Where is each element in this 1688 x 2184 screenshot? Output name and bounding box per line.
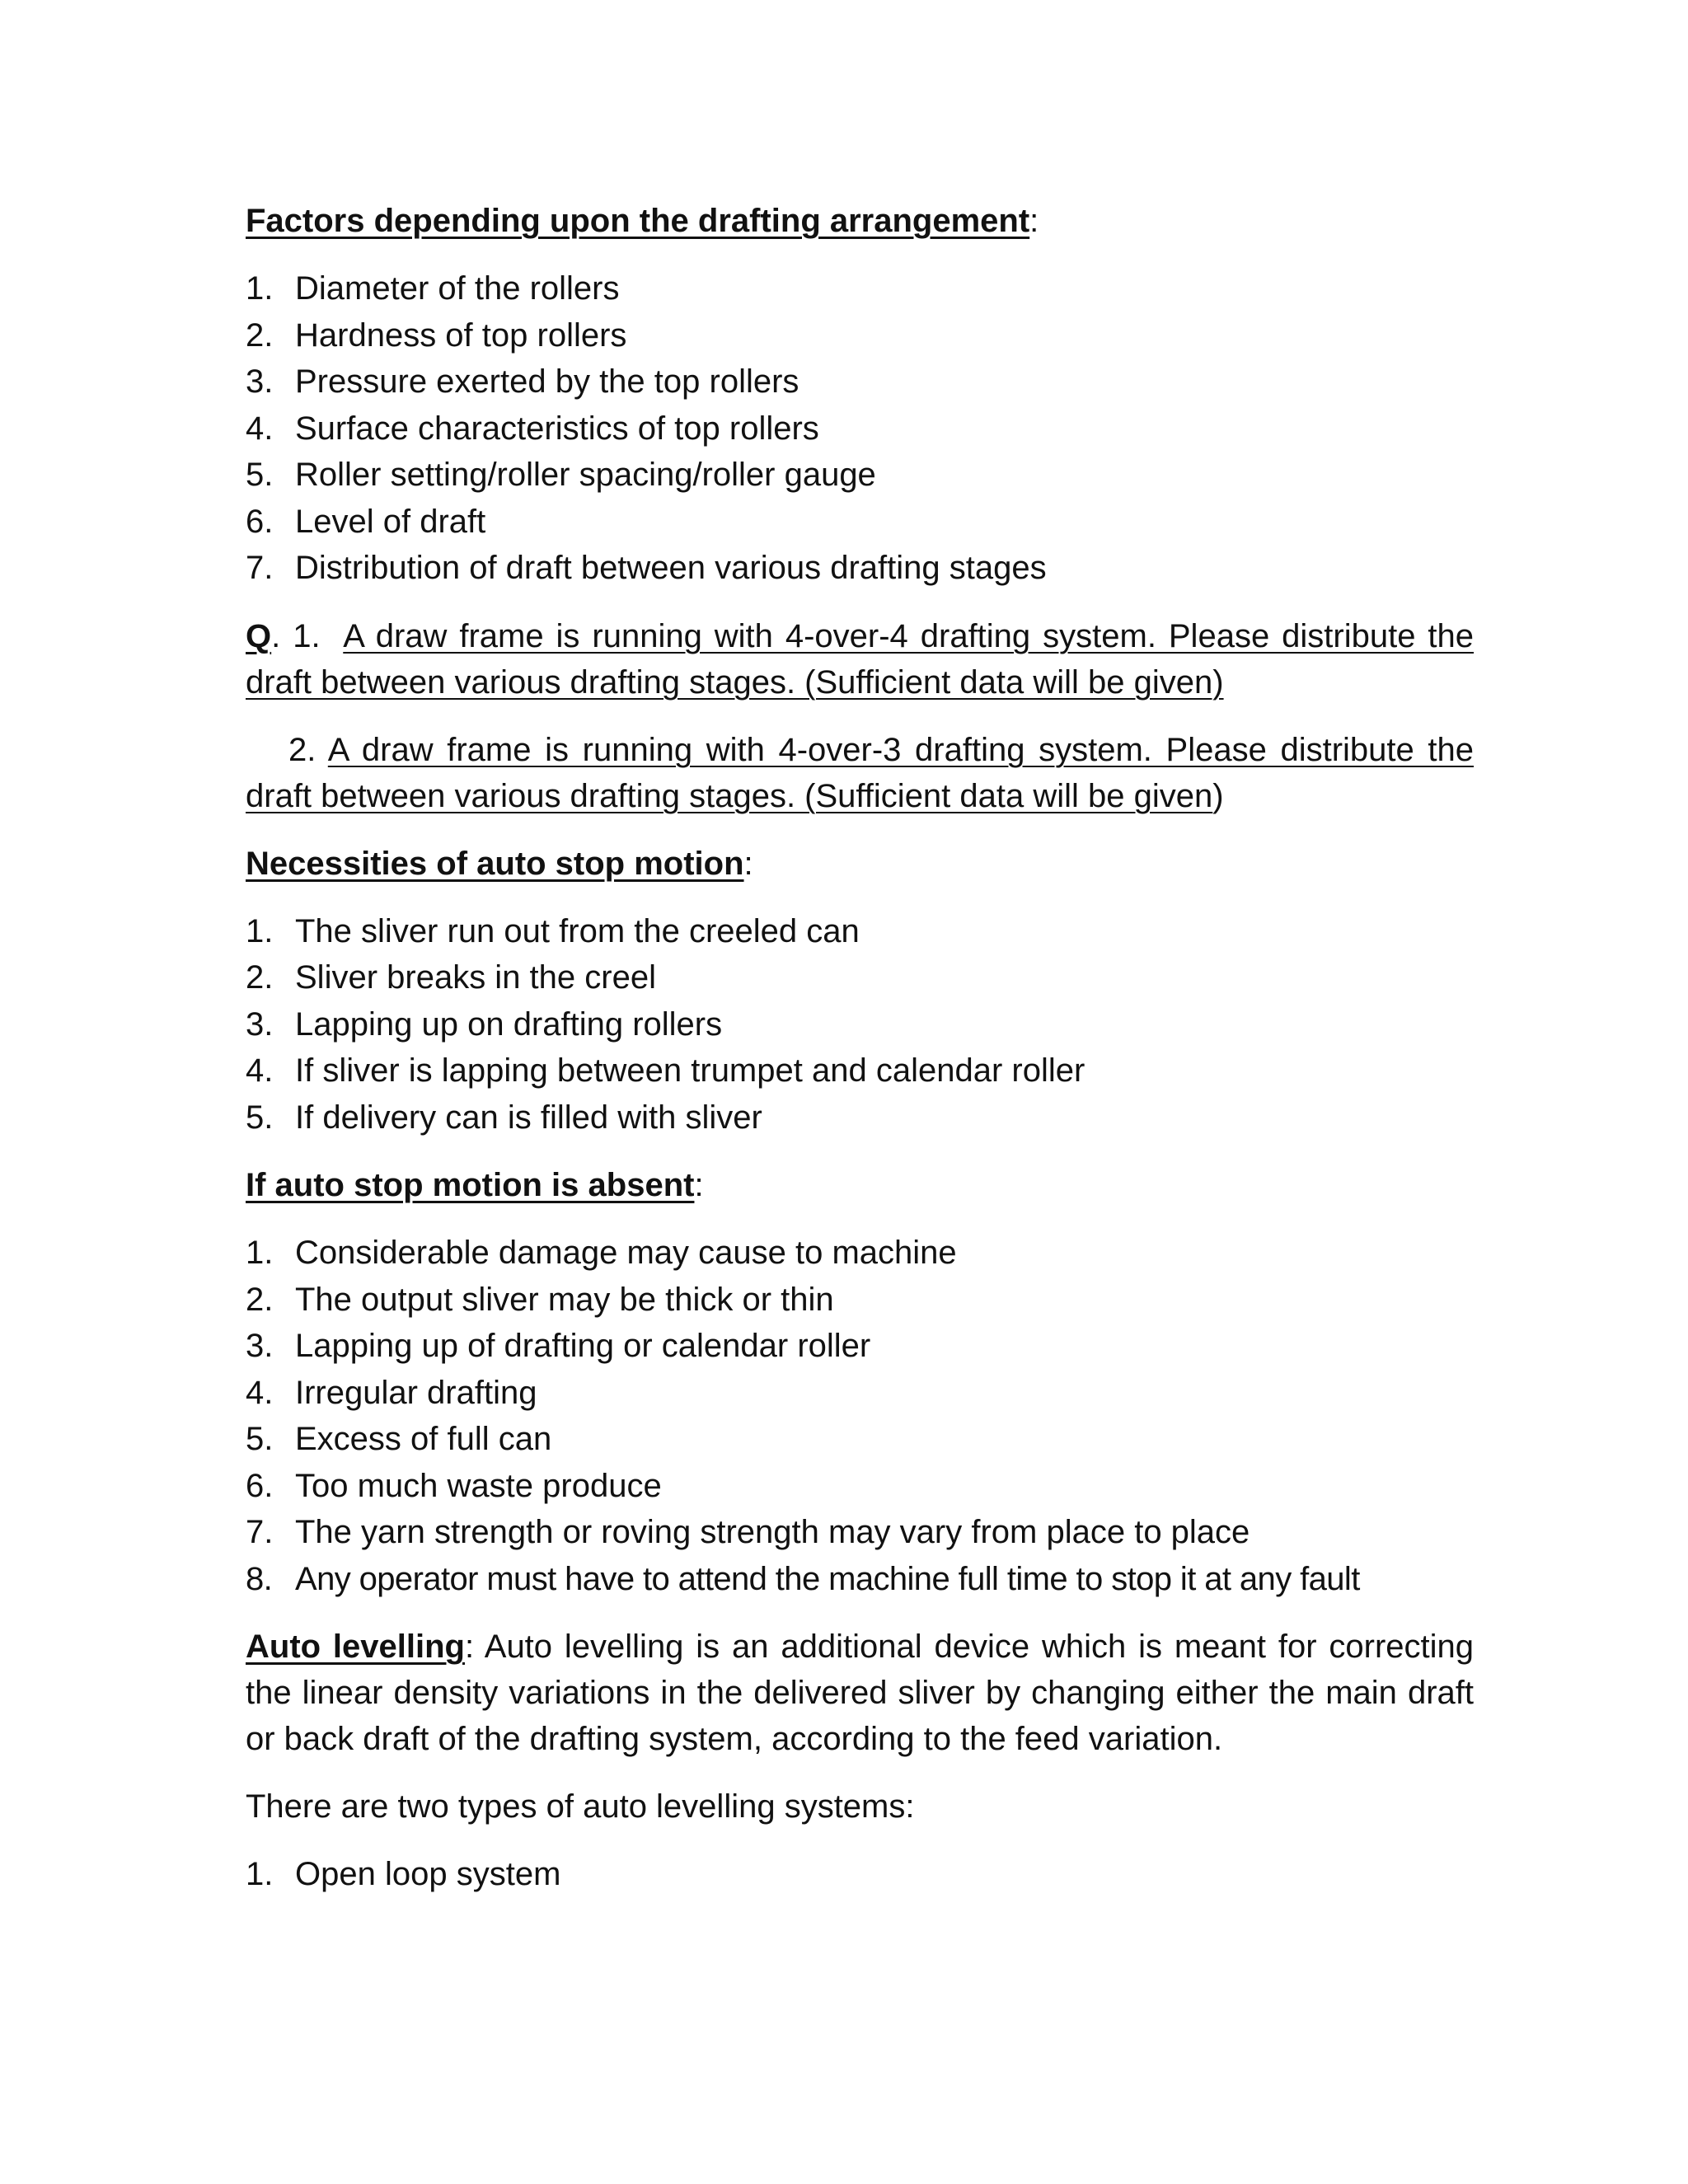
list-item-text: Distribution of draft between various drafting stages xyxy=(295,550,1047,586)
list-item xyxy=(246,954,1474,1001)
list-item-number: 7. xyxy=(246,1514,274,1550)
auto-stop-necessities-list xyxy=(246,908,1474,1141)
list-item-text: Irregular drafting xyxy=(295,1374,537,1411)
list-item-number: 6. xyxy=(246,503,274,540)
list-item-number: 2. xyxy=(246,1281,274,1318)
auto-stop-absent-list xyxy=(246,1230,1474,1602)
auto-levelling-paragraph xyxy=(246,1624,1474,1762)
heading-colon: : xyxy=(1029,203,1039,239)
auto-levelling-types-list xyxy=(246,1851,1474,1898)
heading-colon: : xyxy=(743,845,753,882)
heading-text: If auto stop motion is absent xyxy=(246,1167,695,1203)
question-1-text: A draw frame is running with 4-over-4 drafting system. Please distribute the draft between various drafting stages. (Sufficient data will be given) xyxy=(246,617,1475,701)
list-item-number: 3. xyxy=(246,1328,274,1364)
question-2-suffix: ) xyxy=(1212,777,1224,814)
question-2-prefix: 2. xyxy=(288,731,328,768)
list-item-text: Hardness of top rollers xyxy=(295,316,627,354)
list-item-text: If delivery can is filled with sliver xyxy=(295,1099,762,1136)
list-item xyxy=(246,359,1474,405)
list-item-number: 2. xyxy=(246,959,274,996)
list-item xyxy=(246,499,1474,546)
list-item xyxy=(246,1277,1474,1324)
question-1 xyxy=(246,613,1474,705)
list-item-text: Level of draft xyxy=(295,503,486,540)
heading-text: Auto levelling xyxy=(246,1629,465,1665)
section-heading-auto-stop-necessities xyxy=(246,841,1474,887)
list-item xyxy=(246,1094,1474,1141)
auto-levelling-body: : Auto levelling is an additional device which is meant for correcting the linear density variations in the delivered sliver by changing either the main draft or back draft of the drafting system, according to the feed variation. xyxy=(246,1629,1475,1757)
list-item-number: 4. xyxy=(246,410,274,447)
list-item xyxy=(246,1323,1474,1370)
list-item xyxy=(246,1851,1474,1898)
list-item-number: 3. xyxy=(246,363,274,400)
list-item xyxy=(246,545,1474,592)
question-label: Q xyxy=(246,617,272,654)
list-item-number: 5. xyxy=(246,457,274,493)
list-item-number: 2. xyxy=(246,316,274,354)
question-2 xyxy=(246,727,1474,819)
list-item-text: Pressure exerted by the top rollers xyxy=(295,363,799,400)
list-item-number: 4. xyxy=(246,1052,274,1089)
list-item-number: 6. xyxy=(246,1467,274,1504)
list-item-number: 8. xyxy=(246,1560,273,1597)
question-2-text: A draw frame is running with 4-over-3 drafting system. Please distribute the draft between various drafting stages. (Sufficient data will be given xyxy=(246,731,1475,814)
list-item-text: Open loop system xyxy=(295,1856,561,1892)
list-item-text: Diameter of the rollers xyxy=(295,270,620,307)
list-item xyxy=(246,1416,1474,1463)
list-item xyxy=(246,1047,1474,1094)
section-heading-auto-stop-absent xyxy=(246,1162,1474,1208)
list-item xyxy=(246,1463,1474,1510)
list-item-text: Lapping up of drafting or calendar roller xyxy=(295,1328,871,1364)
list-item xyxy=(246,1509,1474,1556)
list-item-number: 3. xyxy=(246,1005,274,1043)
list-item xyxy=(246,312,1474,359)
question-1-prefix: . 1. xyxy=(271,617,344,654)
list-item-text: Surface characteristics of top rollers xyxy=(295,410,819,447)
document-page xyxy=(246,198,1474,1919)
auto-levelling-types-intro: There are two types of auto levelling systems: xyxy=(246,1788,915,1825)
list-item-number: 1. xyxy=(246,912,274,949)
list-item-text: If sliver is lapping between trumpet and calendar roller xyxy=(295,1052,1085,1089)
list-item xyxy=(246,452,1474,499)
list-item-number: 1. xyxy=(246,1235,274,1271)
list-item-number: 4. xyxy=(246,1374,274,1411)
list-item-text: Considerable damage may cause to machine xyxy=(295,1235,957,1271)
list-item-text: Too much waste produce xyxy=(295,1467,662,1504)
list-item xyxy=(246,908,1474,955)
list-item-number: 1. xyxy=(246,270,274,307)
list-item-number: 7. xyxy=(246,550,274,586)
heading-colon: : xyxy=(694,1167,704,1203)
list-item-text: Lapping up on drafting rollers xyxy=(295,1005,723,1043)
list-item-text: Roller setting/roller spacing/roller gauge xyxy=(295,457,876,493)
list-item-text: Sliver breaks in the creel xyxy=(295,959,656,996)
list-item-number: 1. xyxy=(246,1856,274,1892)
list-item-text: The sliver run out from the creeled can xyxy=(295,912,860,949)
list-item-text: The yarn strength or roving strength may vary from place to place xyxy=(295,1514,1250,1550)
list-item-number: 5. xyxy=(246,1421,274,1457)
heading-text: Necessities of auto stop motion xyxy=(246,845,744,882)
list-item xyxy=(246,1001,1474,1048)
list-item-number: 5. xyxy=(246,1099,274,1136)
section-heading-drafting-factors xyxy=(246,198,1474,244)
list-item xyxy=(246,1556,1474,1603)
list-item xyxy=(246,1370,1474,1417)
list-item xyxy=(246,265,1474,312)
list-item xyxy=(246,1230,1474,1277)
heading-text: Factors depending upon the drafting arrangement xyxy=(246,203,1030,239)
list-item-text: Any operator must have to attend the machine full time to stop it at any fault xyxy=(295,1560,1360,1597)
list-item xyxy=(246,405,1474,452)
list-item-text: The output sliver may be thick or thin xyxy=(295,1281,834,1318)
drafting-factors-list xyxy=(246,265,1474,592)
list-item-text: Excess of full can xyxy=(295,1421,552,1457)
